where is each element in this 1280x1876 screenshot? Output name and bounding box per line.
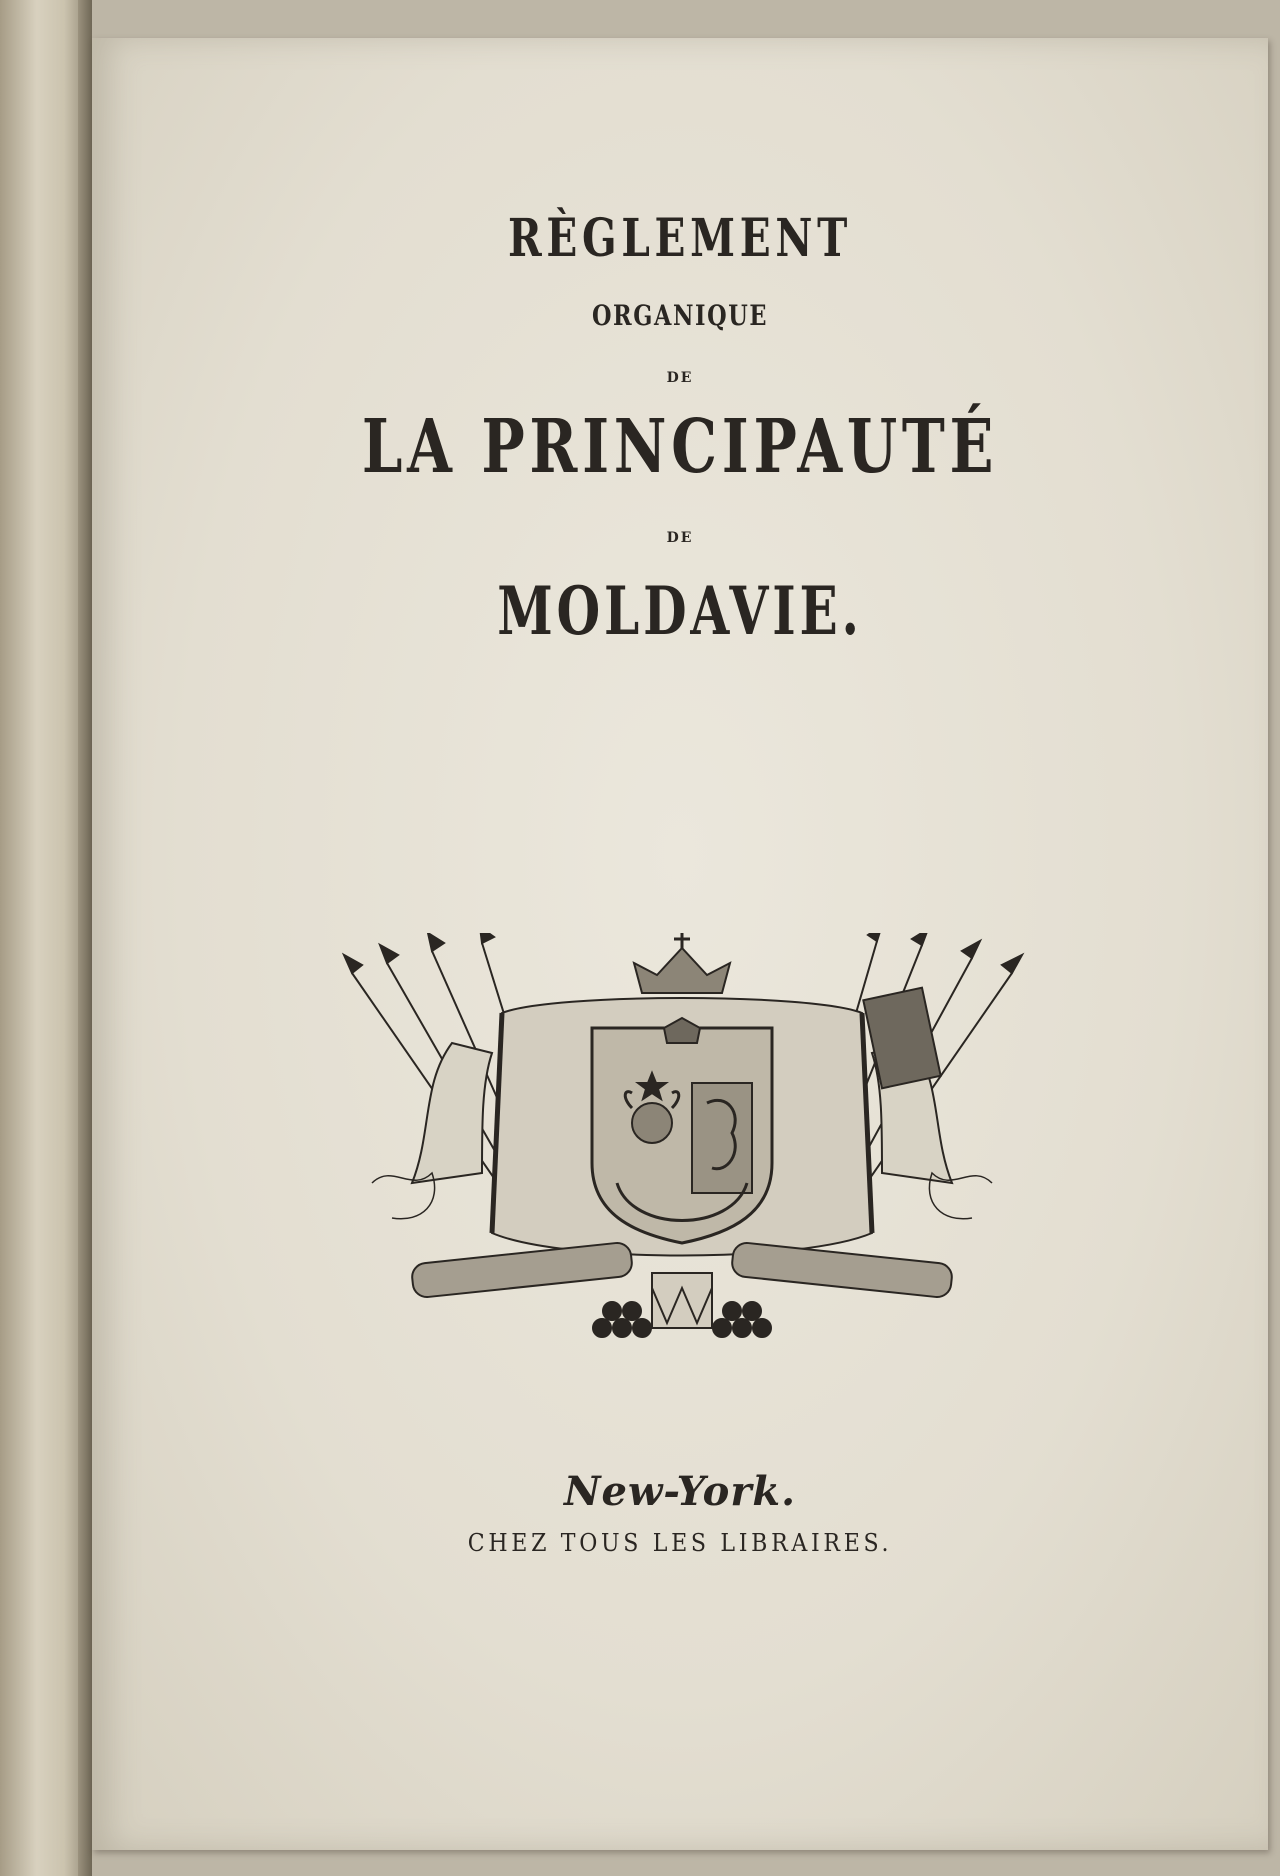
coat-of-arms-icon bbox=[332, 933, 1032, 1363]
imprint-city: New-York. bbox=[563, 1468, 797, 1515]
title-reglement: RÈGLEMENT bbox=[508, 208, 852, 269]
imprint-publisher: CHEZ TOUS LES LIBRAIRES. bbox=[467, 1529, 893, 1557]
title-de-1: DE bbox=[666, 370, 694, 386]
title-page bbox=[92, 38, 1268, 1850]
title-block bbox=[92, 208, 1268, 650]
book-binding-edge bbox=[78, 0, 92, 1876]
title-organique: ORGANIQUE bbox=[591, 299, 769, 332]
title-moldavie: MOLDAVIE. bbox=[497, 572, 863, 650]
title-de-2: DE bbox=[666, 530, 694, 546]
title-principaute: LA PRINCIPAUTÉ bbox=[361, 404, 999, 490]
imprint-block bbox=[92, 1468, 1268, 1557]
